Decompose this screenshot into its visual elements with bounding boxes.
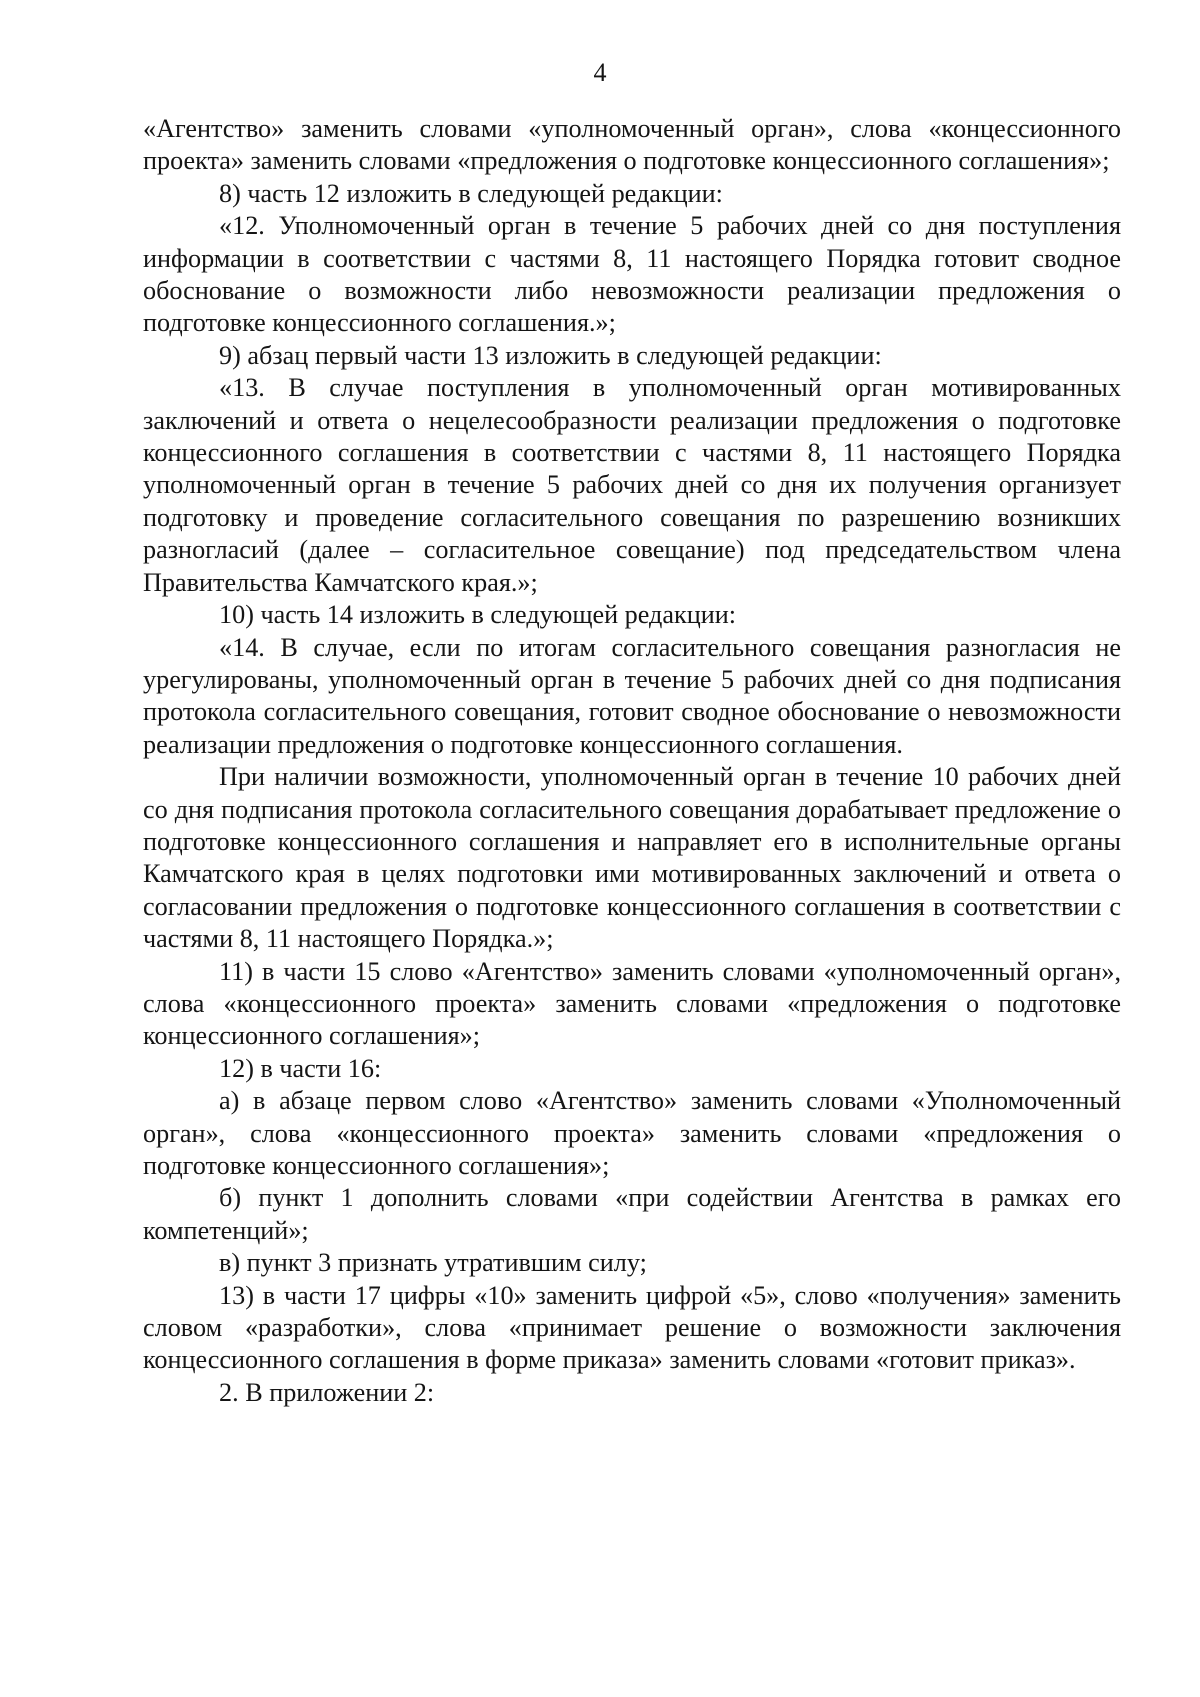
paragraph-appendix-2: 2. В приложении 2: (219, 1377, 435, 1407)
paragraph-subitem-v: в) пункт 3 признать утратившим силу; (219, 1248, 647, 1278)
paragraph-item-13: 13) в части 17 цифры «10» заменить цифрой «5», слово «получения» заменить словом «разработки», слова «принимает решение о возможности заключения концессионного соглашения в форме приказа» заменить словами «готовит приказ». (143, 1280, 1121, 1375)
paragraph-item-8: 8) часть 12 изложить в следующей редакции: (219, 178, 723, 208)
paragraph-subitem-b: б) пункт 1 дополнить словами «при содействии Агентства в рамках его компетенций»; (143, 1183, 1121, 1245)
page-number: 4 (593, 58, 607, 87)
paragraph-item-10: 10) часть 14 изложить в следующей редакции: (219, 600, 737, 630)
paragraph-continuation: «Агентство» заменить словами «уполномоченный орган», слова «концессионного проекта» заменить словами «предложения о подготовке концессионного соглашения»; (143, 114, 1121, 176)
paragraph-item-11: 11) в части 15 слово «Агентство» заменить словами «уполномоченный орган», слова «концессионного проекта» заменить словами «предложения о подготовке концессионного соглашения»; (143, 956, 1121, 1051)
paragraph-item-9: 9) абзац первый части 13 изложить в следующей редакции: (219, 340, 882, 370)
paragraph-part-13-text: «13. В случае поступления в уполномоченный орган мотивированных заключений и ответа о нецелесообразности реализации предложения о подготовке концессионного соглашения в соответствии с частями 8, 11 настоящего Порядка уполномоченный орган в течение 5 рабочих дней со дня их получения организует подготовку и проведение согласительного совещания по разрешению возникших разногласий (далее – согласительное совещание) под председательством члена Правительства Камчатского края.»; (143, 373, 1121, 597)
paragraph-subitem-a: а) в абзаце первом слово «Агентство» заменить словами «Уполномоченный орган», слова «концессионного проекта» заменить словами «предложения о подготовке концессионного соглашения»; (143, 1086, 1121, 1180)
paragraph-part-14-second: При наличии возможности, уполномоченный орган в течение 10 рабочих дней со дня подписания протокола согласительного совещания дорабатывает предложение о подготовке концессионного соглашения и направляет его в исполнительные органы Камчатского края в целях подготовки ими мотивированных заключений и ответа о согласовании предложения о подготовке концессионного соглашения в соответствии с частями 8, 11 настоящего Порядка.»; (143, 762, 1121, 954)
document-body (143, 113, 1121, 1409)
paragraph-item-12: 12) в части 16: (219, 1053, 382, 1083)
paragraph-part-12-text: «12. Уполномоченный орган в течение 5 рабочих дней со дня поступления информации в соответствии с частями 8, 11 настоящего Порядка готовит сводное обоснование о возможности либо невозможности реализации предложения о подготовке концессионного соглашения.»; (143, 211, 1121, 338)
paragraph-part-14-text: «14. В случае, если по итогам согласительного совещания разногласия не урегулированы, уполномоченный орган в течение 5 рабочих дней со дня подписания протокола согласительного совещания, готовит сводное обоснование о невозможности реализации предложения о подготовке концессионного соглашения. (143, 632, 1121, 759)
